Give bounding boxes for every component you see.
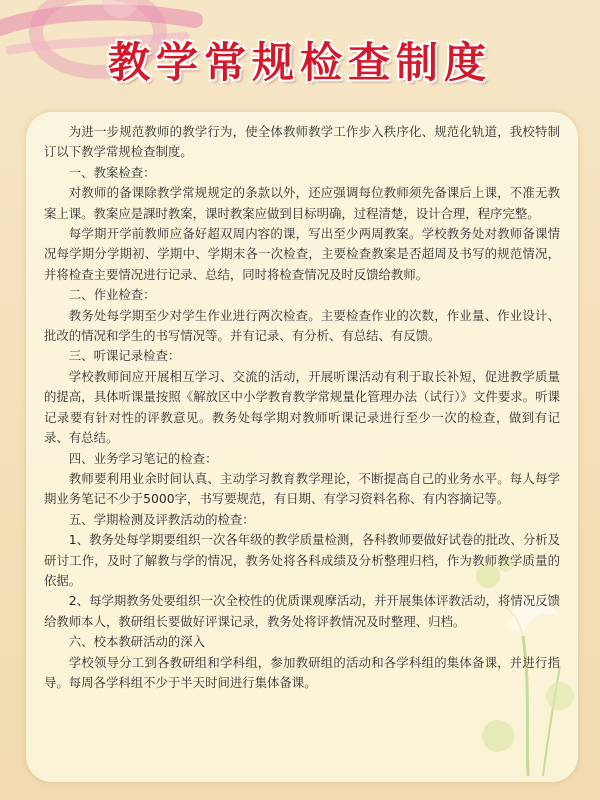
section-heading-study-notes: 四、业务学习笔记的检查： xyxy=(68,450,218,466)
paragraph: 1、教务处每学期要组织一次各年级的教学质量检测，各科教师要做好试卷的批改、分析及研讨工作，及时了解教与学的情况，教务处将各科成绩及分析整理归档，作为教师教学质量的依据。 xyxy=(44,532,560,588)
section-heading-lesson-plan: 一、教案检查： xyxy=(68,164,156,180)
intro-paragraph: 为进一步规范教师的教学行为，使全体教师教学工作步入秩序化、规范化轨道，我校特制订以下教学常规检查制度。 xyxy=(44,124,560,160)
section-heading-homework: 二、作业检查： xyxy=(68,287,156,303)
regulation-text xyxy=(44,122,560,693)
paragraph: 教师要利用业余时间认真、主动学习教育教学理论，不断提高自己的业务水平。每人每学期业务笔记不少于5000字，书写要规范，有日期、有学习资料名称、有内容摘记等。 xyxy=(44,470,560,507)
paragraph: 学校教师间应开展相互学习、交流的活动，开展听课活动有利于取长补短，促进教学质量的提高，具体听课量按照《解放区中小学教育教学常规量化管理办法（试行）》文件要求。听课记录要有针对性的评教意见。教务处每学期对教师听课记录进行至少一次的检查，做到有记录、有总结。 xyxy=(44,368,560,446)
section-heading-assessment: 五、学期检测及评教活动的检查： xyxy=(68,511,255,527)
paragraph: 2、每学期教务处要组织一次全校性的优质课观摩活动，并开展集体评教活动，将情况反馈给教师本人，教研组长要做好评课记录，教务处将评教情况及时整理、归档。 xyxy=(44,593,560,629)
paragraph: 学校领导分工到各教研组和学科组，参加教研组的活动和各学科组的集体备课，并进行指导。每周各学科组不少于半天时间进行集体备课。 xyxy=(44,654,560,690)
section-heading-lecture-notes: 三、听课记录检查： xyxy=(68,348,181,364)
paragraph: 教务处每学期至少对学生作业进行两次检查。主要检查作业的次数，作业量、作业设计、批改的情况和学生的书写情况等。并有记录、有分析、有总结、有反馈。 xyxy=(44,307,560,344)
paragraph: 每学期开学前教师应备好超双周内容的课，写出至少两周教案。学校教务处对教师备课情况每学期分学期初、学期中、学期末各一次检查，主要检查教案是否超周及书写的规范情况，并将检查主要情况进行记录、总结，同时将检查情况及时反馈给教师。 xyxy=(44,226,560,282)
paragraph: 对教师的备课除教学常规规定的条款以外，还应强调每位教师须先备课后上课，不准无教案上课。教案应是課时教案，课时教案应做到目标明确，过程清楚，设计合理，程序完整。 xyxy=(44,185,560,221)
section-heading-school-research: 六、校本教研活动的深入 xyxy=(68,634,206,650)
page-title: 教学常规检查制度 xyxy=(107,38,492,87)
